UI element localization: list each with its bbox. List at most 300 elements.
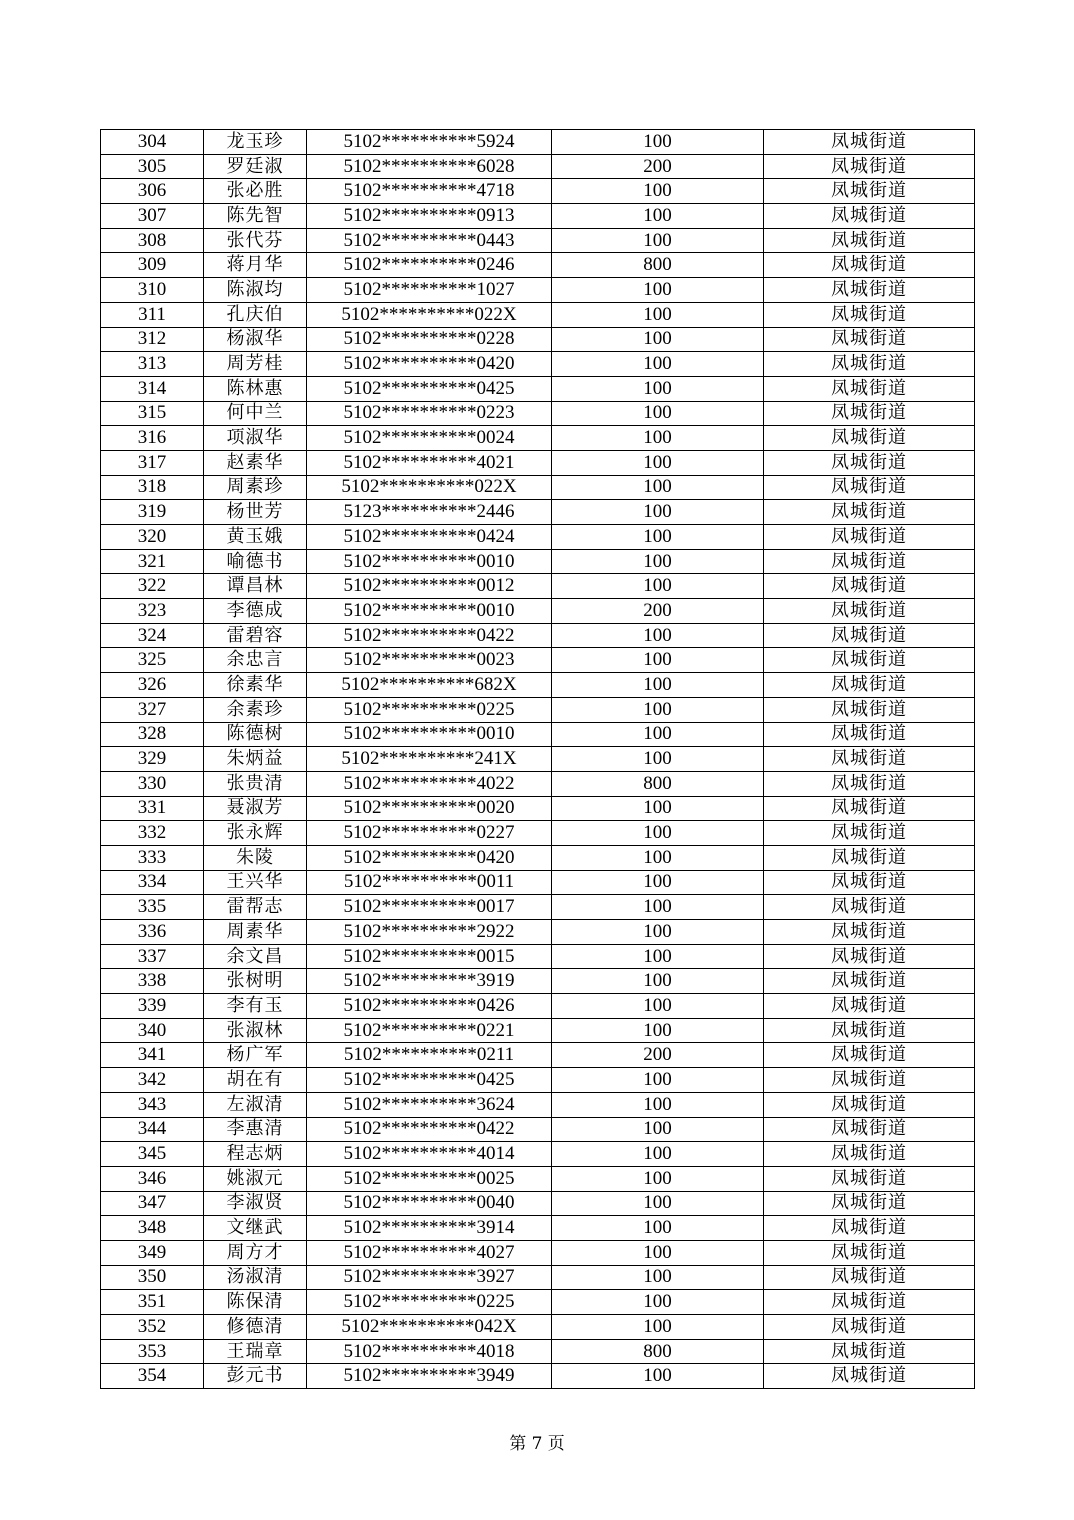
row-number-cell: 326	[101, 673, 204, 698]
id-number-cell: 5102**********3919	[307, 969, 552, 994]
id-number-cell: 5102**********0020	[307, 796, 552, 821]
amount-cell: 800	[552, 253, 764, 278]
table-row	[101, 549, 975, 574]
row-number-cell: 349	[101, 1240, 204, 1265]
name-cell: 杨淑华	[204, 327, 307, 352]
table-row	[101, 648, 975, 673]
name-cell: 周素珍	[204, 475, 307, 500]
amount-cell: 200	[552, 1043, 764, 1068]
row-number-cell: 321	[101, 549, 204, 574]
name-cell: 汤淑清	[204, 1265, 307, 1290]
name-cell: 修德清	[204, 1315, 307, 1340]
table-row	[101, 1240, 975, 1265]
amount-cell: 100	[552, 673, 764, 698]
row-number-cell: 333	[101, 845, 204, 870]
amount-cell: 100	[552, 1265, 764, 1290]
amount-cell: 100	[552, 944, 764, 969]
table-row	[101, 994, 975, 1019]
district-cell: 凤城街道	[764, 1265, 975, 1290]
row-number-cell: 320	[101, 525, 204, 550]
id-number-cell: 5102**********5924	[307, 130, 552, 155]
row-number-cell: 306	[101, 179, 204, 204]
table-row	[101, 1315, 975, 1340]
row-number-cell: 307	[101, 204, 204, 229]
row-number-cell: 323	[101, 599, 204, 624]
name-cell: 周素华	[204, 920, 307, 945]
id-number-cell: 5102**********0426	[307, 994, 552, 1019]
district-cell: 凤城街道	[764, 500, 975, 525]
name-cell: 朱炳益	[204, 747, 307, 772]
table-row	[101, 179, 975, 204]
id-number-cell: 5102**********0425	[307, 1068, 552, 1093]
row-number-cell: 343	[101, 1092, 204, 1117]
row-number-cell: 312	[101, 327, 204, 352]
row-number-cell: 309	[101, 253, 204, 278]
row-number-cell: 318	[101, 475, 204, 500]
row-number-cell: 338	[101, 969, 204, 994]
id-number-cell: 5102**********4021	[307, 450, 552, 475]
id-number-cell: 5102**********0228	[307, 327, 552, 352]
name-cell: 余文昌	[204, 944, 307, 969]
row-number-cell: 339	[101, 994, 204, 1019]
district-cell: 凤城街道	[764, 1068, 975, 1093]
district-cell: 凤城街道	[764, 969, 975, 994]
district-cell: 凤城街道	[764, 648, 975, 673]
row-number-cell: 317	[101, 450, 204, 475]
district-cell: 凤城街道	[764, 1191, 975, 1216]
district-cell: 凤城街道	[764, 1290, 975, 1315]
row-number-cell: 354	[101, 1364, 204, 1389]
row-number-cell: 332	[101, 821, 204, 846]
amount-cell: 100	[552, 1315, 764, 1340]
table-row	[101, 574, 975, 599]
id-number-cell: 5102**********0010	[307, 599, 552, 624]
row-number-cell: 319	[101, 500, 204, 525]
table-row	[101, 130, 975, 155]
id-number-cell: 5102**********3927	[307, 1265, 552, 1290]
id-number-cell: 5102**********0221	[307, 1018, 552, 1043]
district-cell: 凤城街道	[764, 747, 975, 772]
amount-cell: 100	[552, 1216, 764, 1241]
district-cell: 凤城街道	[764, 450, 975, 475]
amount-cell: 100	[552, 623, 764, 648]
row-number-cell: 314	[101, 376, 204, 401]
amount-cell: 100	[552, 697, 764, 722]
table-row	[101, 771, 975, 796]
district-cell: 凤城街道	[764, 1142, 975, 1167]
name-cell: 杨广军	[204, 1043, 307, 1068]
page-number: 第 7 页	[509, 1434, 565, 1454]
district-cell: 凤城街道	[764, 599, 975, 624]
name-cell: 蒋月华	[204, 253, 307, 278]
amount-cell: 100	[552, 574, 764, 599]
row-number-cell: 342	[101, 1068, 204, 1093]
amount-cell: 100	[552, 525, 764, 550]
id-number-cell: 5123**********2446	[307, 500, 552, 525]
row-number-cell: 322	[101, 574, 204, 599]
name-cell: 陈林惠	[204, 376, 307, 401]
amount-cell: 100	[552, 845, 764, 870]
id-number-cell: 5102**********4027	[307, 1240, 552, 1265]
id-number-cell: 5102**********3949	[307, 1364, 552, 1389]
row-number-cell: 304	[101, 130, 204, 155]
amount-cell: 100	[552, 747, 764, 772]
table-row	[101, 1290, 975, 1315]
district-cell: 凤城街道	[764, 228, 975, 253]
district-cell: 凤城街道	[764, 525, 975, 550]
table-row	[101, 599, 975, 624]
name-cell: 周方才	[204, 1240, 307, 1265]
table-row	[101, 253, 975, 278]
amount-cell: 100	[552, 994, 764, 1019]
table-row	[101, 1166, 975, 1191]
id-number-cell: 5102**********0010	[307, 549, 552, 574]
table-row	[101, 525, 975, 550]
amount-cell: 100	[552, 1018, 764, 1043]
amount-cell: 100	[552, 969, 764, 994]
id-number-cell: 5102**********0443	[307, 228, 552, 253]
id-number-cell: 5102**********0227	[307, 821, 552, 846]
name-cell: 张树明	[204, 969, 307, 994]
id-number-cell: 5102**********0913	[307, 204, 552, 229]
table-row	[101, 1191, 975, 1216]
district-cell: 凤城街道	[764, 1043, 975, 1068]
name-cell: 罗廷淑	[204, 154, 307, 179]
id-number-cell: 5102**********3914	[307, 1216, 552, 1241]
name-cell: 张代芬	[204, 228, 307, 253]
id-number-cell: 5102**********0422	[307, 1117, 552, 1142]
name-cell: 王兴华	[204, 870, 307, 895]
row-number-cell: 345	[101, 1142, 204, 1167]
row-number-cell: 352	[101, 1315, 204, 1340]
id-number-cell: 5102**********0420	[307, 845, 552, 870]
amount-cell: 200	[552, 599, 764, 624]
row-number-cell: 310	[101, 278, 204, 303]
amount-cell: 100	[552, 450, 764, 475]
row-number-cell: 327	[101, 697, 204, 722]
district-cell: 凤城街道	[764, 302, 975, 327]
row-number-cell: 347	[101, 1191, 204, 1216]
row-number-cell: 308	[101, 228, 204, 253]
amount-cell: 100	[552, 376, 764, 401]
id-number-cell: 5102**********6028	[307, 154, 552, 179]
amount-cell: 100	[552, 401, 764, 426]
amount-cell: 100	[552, 821, 764, 846]
id-number-cell: 5102**********0024	[307, 426, 552, 451]
row-number-cell: 337	[101, 944, 204, 969]
district-cell: 凤城街道	[764, 895, 975, 920]
name-cell: 李淑贤	[204, 1191, 307, 1216]
table-row	[101, 352, 975, 377]
district-cell: 凤城街道	[764, 426, 975, 451]
amount-cell: 100	[552, 722, 764, 747]
district-cell: 凤城街道	[764, 697, 975, 722]
row-number-cell: 346	[101, 1166, 204, 1191]
id-number-cell: 5102**********0424	[307, 525, 552, 550]
district-cell: 凤城街道	[764, 1166, 975, 1191]
id-number-cell: 5102**********0011	[307, 870, 552, 895]
id-number-cell: 5102**********4718	[307, 179, 552, 204]
amount-cell: 100	[552, 426, 764, 451]
name-cell: 赵素华	[204, 450, 307, 475]
row-number-cell: 315	[101, 401, 204, 426]
id-number-cell: 5102**********0420	[307, 352, 552, 377]
name-cell: 陈德树	[204, 722, 307, 747]
row-number-cell: 329	[101, 747, 204, 772]
district-cell: 凤城街道	[764, 253, 975, 278]
district-cell: 凤城街道	[764, 549, 975, 574]
table-row	[101, 1043, 975, 1068]
name-cell: 王瑞章	[204, 1339, 307, 1364]
district-cell: 凤城街道	[764, 401, 975, 426]
district-cell: 凤城街道	[764, 623, 975, 648]
row-number-cell: 340	[101, 1018, 204, 1043]
table-row	[101, 747, 975, 772]
table-row	[101, 204, 975, 229]
name-cell: 左淑清	[204, 1092, 307, 1117]
district-cell: 凤城街道	[764, 204, 975, 229]
table-row	[101, 302, 975, 327]
amount-cell: 100	[552, 327, 764, 352]
table-row	[101, 401, 975, 426]
district-cell: 凤城街道	[764, 944, 975, 969]
id-number-cell: 5102**********3624	[307, 1092, 552, 1117]
id-number-cell: 5102**********0225	[307, 1290, 552, 1315]
amount-cell: 100	[552, 500, 764, 525]
amount-cell: 100	[552, 549, 764, 574]
district-cell: 凤城街道	[764, 796, 975, 821]
id-number-cell: 5102**********0023	[307, 648, 552, 673]
table-row	[101, 722, 975, 747]
row-number-cell: 324	[101, 623, 204, 648]
row-number-cell: 305	[101, 154, 204, 179]
amount-cell: 100	[552, 870, 764, 895]
row-number-cell: 351	[101, 1290, 204, 1315]
name-cell: 文继武	[204, 1216, 307, 1241]
district-cell: 凤城街道	[764, 994, 975, 1019]
name-cell: 程志炳	[204, 1142, 307, 1167]
id-number-cell: 5102**********0223	[307, 401, 552, 426]
table-row	[101, 1364, 975, 1389]
district-cell: 凤城街道	[764, 1092, 975, 1117]
roster-table-body	[101, 130, 975, 1389]
id-number-cell: 5102**********0025	[307, 1166, 552, 1191]
name-cell: 谭昌林	[204, 574, 307, 599]
table-row	[101, 673, 975, 698]
table-row	[101, 1142, 975, 1167]
table-row	[101, 1216, 975, 1241]
amount-cell: 100	[552, 352, 764, 377]
row-number-cell: 348	[101, 1216, 204, 1241]
table-row	[101, 697, 975, 722]
id-number-cell: 5102**********0225	[307, 697, 552, 722]
district-cell: 凤城街道	[764, 870, 975, 895]
name-cell: 雷帮志	[204, 895, 307, 920]
table-row	[101, 920, 975, 945]
row-number-cell: 353	[101, 1339, 204, 1364]
district-cell: 凤城街道	[764, 821, 975, 846]
name-cell: 姚淑元	[204, 1166, 307, 1191]
amount-cell: 100	[552, 1240, 764, 1265]
table-row	[101, 154, 975, 179]
table-row	[101, 1092, 975, 1117]
table-row	[101, 821, 975, 846]
district-cell: 凤城街道	[764, 574, 975, 599]
name-cell: 徐素华	[204, 673, 307, 698]
table-row	[101, 327, 975, 352]
row-number-cell: 334	[101, 870, 204, 895]
id-number-cell: 5102**********022X	[307, 302, 552, 327]
table-row	[101, 450, 975, 475]
district-cell: 凤城街道	[764, 771, 975, 796]
row-number-cell: 313	[101, 352, 204, 377]
name-cell: 胡在有	[204, 1068, 307, 1093]
table-row	[101, 500, 975, 525]
table-row	[101, 1265, 975, 1290]
id-number-cell: 5102**********042X	[307, 1315, 552, 1340]
table-row	[101, 278, 975, 303]
district-cell: 凤城街道	[764, 1117, 975, 1142]
amount-cell: 800	[552, 771, 764, 796]
amount-cell: 100	[552, 475, 764, 500]
row-number-cell: 336	[101, 920, 204, 945]
district-cell: 凤城街道	[764, 1240, 975, 1265]
row-number-cell: 341	[101, 1043, 204, 1068]
name-cell: 喻德书	[204, 549, 307, 574]
row-number-cell: 325	[101, 648, 204, 673]
row-number-cell: 316	[101, 426, 204, 451]
amount-cell: 100	[552, 1290, 764, 1315]
amount-cell: 100	[552, 302, 764, 327]
district-cell: 凤城街道	[764, 327, 975, 352]
id-number-cell: 5102**********0012	[307, 574, 552, 599]
name-cell: 张永辉	[204, 821, 307, 846]
amount-cell: 100	[552, 1166, 764, 1191]
name-cell: 陈保清	[204, 1290, 307, 1315]
name-cell: 张淑林	[204, 1018, 307, 1043]
district-cell: 凤城街道	[764, 1339, 975, 1364]
id-number-cell: 5102**********682X	[307, 673, 552, 698]
id-number-cell: 5102**********0017	[307, 895, 552, 920]
table-row	[101, 796, 975, 821]
name-cell: 项淑华	[204, 426, 307, 451]
district-cell: 凤城街道	[764, 130, 975, 155]
id-number-cell: 5102**********0010	[307, 722, 552, 747]
row-number-cell: 344	[101, 1117, 204, 1142]
table-row	[101, 969, 975, 994]
name-cell: 彭元书	[204, 1364, 307, 1389]
amount-cell: 100	[552, 228, 764, 253]
id-number-cell: 5102**********2922	[307, 920, 552, 945]
district-cell: 凤城街道	[764, 1216, 975, 1241]
name-cell: 雷碧容	[204, 623, 307, 648]
amount-cell: 100	[552, 1142, 764, 1167]
table-row	[101, 475, 975, 500]
table-row	[101, 426, 975, 451]
name-cell: 余素珍	[204, 697, 307, 722]
id-number-cell: 5102**********4014	[307, 1142, 552, 1167]
id-number-cell: 5102**********4018	[307, 1339, 552, 1364]
table-row	[101, 1117, 975, 1142]
id-number-cell: 5102**********0425	[307, 376, 552, 401]
amount-cell: 100	[552, 1191, 764, 1216]
district-cell: 凤城街道	[764, 673, 975, 698]
table-row	[101, 895, 975, 920]
table-row	[101, 623, 975, 648]
table-row	[101, 870, 975, 895]
name-cell: 李有玉	[204, 994, 307, 1019]
name-cell: 黄玉娥	[204, 525, 307, 550]
amount-cell: 100	[552, 1364, 764, 1389]
amount-cell: 100	[552, 796, 764, 821]
amount-cell: 100	[552, 920, 764, 945]
name-cell: 何中兰	[204, 401, 307, 426]
name-cell: 朱陵	[204, 845, 307, 870]
amount-cell: 100	[552, 648, 764, 673]
amount-cell: 100	[552, 130, 764, 155]
district-cell: 凤城街道	[764, 154, 975, 179]
amount-cell: 100	[552, 1068, 764, 1093]
id-number-cell: 5102**********0246	[307, 253, 552, 278]
name-cell: 李惠清	[204, 1117, 307, 1142]
district-cell: 凤城街道	[764, 179, 975, 204]
name-cell: 张必胜	[204, 179, 307, 204]
table-row	[101, 944, 975, 969]
amount-cell: 100	[552, 895, 764, 920]
amount-cell: 200	[552, 154, 764, 179]
row-number-cell: 328	[101, 722, 204, 747]
district-cell: 凤城街道	[764, 920, 975, 945]
name-cell: 张贵清	[204, 771, 307, 796]
id-number-cell: 5102**********0040	[307, 1191, 552, 1216]
amount-cell: 100	[552, 278, 764, 303]
table-row	[101, 228, 975, 253]
district-cell: 凤城街道	[764, 278, 975, 303]
id-number-cell: 5102**********022X	[307, 475, 552, 500]
name-cell: 杨世芳	[204, 500, 307, 525]
name-cell: 余忠言	[204, 648, 307, 673]
id-number-cell: 5102**********0211	[307, 1043, 552, 1068]
table-row	[101, 1068, 975, 1093]
id-number-cell: 5102**********0015	[307, 944, 552, 969]
district-cell: 凤城街道	[764, 1315, 975, 1340]
name-cell: 周芳桂	[204, 352, 307, 377]
id-number-cell: 5102**********4022	[307, 771, 552, 796]
district-cell: 凤城街道	[764, 376, 975, 401]
id-number-cell: 5102**********241X	[307, 747, 552, 772]
id-number-cell: 5102**********1027	[307, 278, 552, 303]
district-cell: 凤城街道	[764, 1018, 975, 1043]
district-cell: 凤城街道	[764, 722, 975, 747]
row-number-cell: 311	[101, 302, 204, 327]
district-cell: 凤城街道	[764, 1364, 975, 1389]
district-cell: 凤城街道	[764, 845, 975, 870]
row-number-cell: 331	[101, 796, 204, 821]
amount-cell: 100	[552, 179, 764, 204]
name-cell: 李德成	[204, 599, 307, 624]
row-number-cell: 335	[101, 895, 204, 920]
roster-table	[100, 129, 975, 1389]
district-cell: 凤城街道	[764, 475, 975, 500]
amount-cell: 100	[552, 1117, 764, 1142]
table-row	[101, 1018, 975, 1043]
name-cell: 陈淑均	[204, 278, 307, 303]
amount-cell: 100	[552, 1092, 764, 1117]
table-row	[101, 1339, 975, 1364]
name-cell: 龙玉珍	[204, 130, 307, 155]
name-cell: 陈先智	[204, 204, 307, 229]
amount-cell: 800	[552, 1339, 764, 1364]
